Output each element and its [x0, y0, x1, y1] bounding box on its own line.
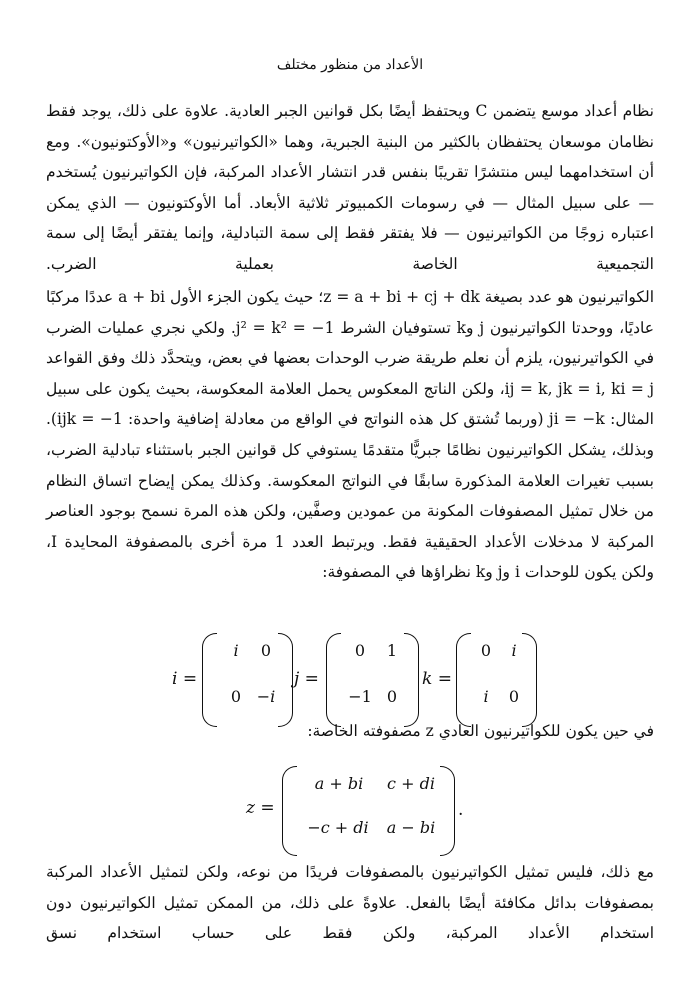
k-matrix-cell: 0 [508, 687, 520, 706]
j-matrix-cell: 1 [386, 641, 398, 660]
i-matrix-left-bracket [202, 633, 217, 727]
j-matrix-cell: −1 [348, 687, 372, 706]
z-matrix-left-bracket [282, 766, 297, 856]
j-matrix-cell: 0 [354, 641, 366, 660]
paragraph-3: مع ذلك، فليس تمثيل الكواتيرنيون بالمصفوفات فريدًا من نوعه، ولكن لتمثيل الأعداد المركبة بمصفوفات بدائل مكافئة أيضًا بالفعل. علاوةً على ذلك، من الممكن تمثيل الكواتيرنيون دون استخدام الأعداد المركبة، ولكن فقط على حساب استخدام نسق [46, 863, 654, 943]
i-matrix-cell: 0 [230, 687, 242, 706]
j-matrix-right-bracket [404, 633, 419, 727]
z-matrix-intro: في حين يكون للكواتيرنيون العادي z مصفوفته الخاصة: [307, 722, 654, 740]
i-matrix-cell: −i [256, 687, 276, 706]
z-matrix-cell: c + di [387, 774, 435, 793]
i-matrix-right-bracket [278, 633, 293, 727]
paragraph-2: الكواتيرنيون هو عدد بصيغة z = a + bi + cj + dk؛ حيث يكون الجزء الأول a + bi عددًا مركبًا عاديًا، ووحدتا الكواتيرنيون j وk تستوفيان الشرط j² = k² = −1. ولكي نجري عمليات الضرب في الكواتيرنيون، يلزم أن نعلم طريقة ضرب الوحدات بعضها في بعض، ويتحدَّد ذلك وفق القواعد ij = k, jk = i, ki = j، ولكن الناتج المعكوس يحمل العلامة المعكوسة، بحيث يكون على سبيل المثال: ji = −k (وربما تُشتق كل هذه النواتج في الواقع من معادلة إضافية واحدة: ijk = −1). وبذلك، يشكل الكواتيرنيون نظامًا جبريًّا متقدمًا يستوفي كل قوانين الجبر باستثناء تبادلية الضرب، بسبب تغيرات العلامة المذكورة سابقًا في النواتج المعكوسة. وكذلك يمكن إيضاح اتساق النظام من خلال تمثيل المصفوفات المكونة من عمودين وصفَّين، ولكن هذه المرة نسمح بوجود العناصر المركبة لا مدخلات الأعداد الحقيقية فقط. ويرتبط العدد 1 مرة أخرى بالمصفوفة المحايدة I، ولكن يكون للوحدات i وj وk نظراؤها في المصفوفة: [46, 288, 655, 582]
i-matrix-cell: 0 [260, 641, 272, 660]
j-label: j = [294, 669, 319, 689]
k-matrix-cell: 0 [480, 641, 492, 660]
j-matrix-left-bracket [326, 633, 341, 727]
z-matrix-equation [246, 766, 476, 858]
running-header: الأعداد من منظور مختلف [276, 57, 424, 73]
z-matrix-cell: −c + di [307, 818, 369, 837]
paragraph-1: نظام أعداد موسع يتضمن C ويحتفظ أيضًا بكل قوانين الجبر العادية. علاوة على ذلك، يوجد فقط نظامان موسعان يحتفظان بالكثير من البنية الجبرية، وهما «الكواتيرنيون» و«الأوكتونيون». ومع أن استخدامهما ليس منتشرًا تقريبًا بنفس قدر انتشار الأعداد المركبة، فإن الكواتيرنيون يُستخدم — على سبيل المثال — في رسومات الكمبيوتر ثلاثية الأبعاد. أما الأوكتونيون — الذي يمكن اعتباره زوجًا من الكواتيرنيون — فلا يفتقر فقط إلى سمة التبادلية، وإنما يفتقر أيضًا إلى سمة التجميعية الخاصة بعملية الضرب. [46, 102, 654, 273]
z-label: z = [246, 798, 275, 818]
equation-period: . [458, 800, 464, 820]
k-matrix-cell: i [511, 641, 517, 660]
z-matrix-cell: a + bi [314, 774, 364, 793]
j-matrix-cell: 0 [386, 687, 398, 706]
k-matrix-cell: i [483, 687, 489, 706]
k-matrix-right-bracket [522, 633, 537, 727]
z-matrix-cell: a − bi [386, 818, 436, 837]
k-label: k = [422, 669, 452, 689]
i-label: i = [172, 669, 198, 689]
unit-matrices-equation [172, 633, 542, 729]
z-matrix-right-bracket [440, 766, 455, 856]
i-matrix-cell: i [233, 641, 239, 660]
